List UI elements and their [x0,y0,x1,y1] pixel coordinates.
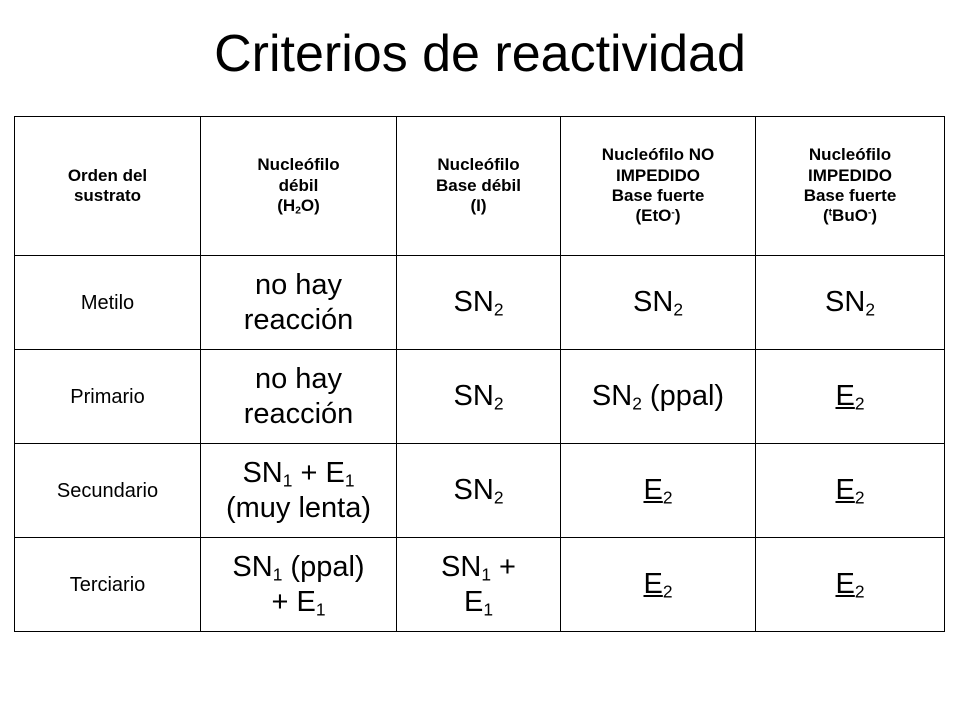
formula-text: ) [674,206,681,226]
cell-subscript: 1 [315,598,326,619]
cell-text: E [835,568,855,601]
table-cell [201,538,397,632]
cell-text: SN [633,286,674,319]
row-label: Metilo [15,256,201,350]
table-cell [561,444,756,538]
cell-text: SN [825,286,866,319]
header-weak-nucleophile [201,117,397,256]
table-cell [201,350,397,444]
cell-text: SN [453,286,494,319]
header-text: sustrato [73,186,142,205]
table-cell [561,256,756,350]
header-text: IMPEDIDO [615,165,701,185]
formula-text: (H [277,196,296,216]
formula-superscript: t [828,207,833,219]
cell-subscript: 1 [282,470,293,491]
formula-subscript: 2 [295,205,301,217]
cell-subscript: 2 [854,581,865,602]
underlined-product [835,380,864,412]
header-text: IMPEDIDO [807,165,893,185]
cell-text: reacción [243,397,354,430]
formula-text: BuO [832,206,868,226]
cell-subscript: 2 [493,393,504,414]
cell-text: no hay [254,362,343,395]
formula-superscript: - [867,207,872,219]
table-cell [397,350,561,444]
cell-text: SN [453,380,494,413]
table-cell [756,350,945,444]
cell-text: E [463,585,484,618]
header-text: Nucleófilo NO [601,145,715,165]
cell-text: (ppal) [282,550,365,583]
formula-text: (EtO [635,206,672,226]
cell-text: reacción [243,303,354,336]
table-cell [756,444,945,538]
table-cell [397,444,561,538]
cell-text: E [643,474,663,507]
cell-subscript: 2 [493,487,504,508]
cell-text: SN [242,456,283,489]
header-weak-base-nucleophile [397,117,561,256]
table-cell [201,444,397,538]
cell-text: SN [441,550,482,583]
cell-subscript: 2 [865,299,875,320]
cell-subscript: 1 [481,564,491,585]
cell-subscript: 1 [344,470,355,491]
page-title: Criterios de reactividad [214,25,746,83]
row-label: Terciario [15,538,201,632]
cell-text: E [643,568,663,601]
cell-subscript: 2 [632,393,642,414]
underlined-product [835,474,864,506]
reactivity-table [14,116,945,632]
table-row-metilo [15,256,945,350]
cell-text: E [296,585,316,618]
table-row-terciario [15,538,945,632]
table-cell [397,538,561,632]
cell-subscript: 2 [854,393,865,414]
cell-text: E [835,380,855,413]
cell-subscript: 1 [483,598,493,619]
cell-text: + [490,550,516,583]
cell-text: (ppal) [641,380,725,413]
cell-subscript: 2 [673,299,683,320]
underlined-product [643,474,672,506]
formula-text: O) [300,196,320,216]
cell-text: E [325,456,345,489]
table-cell [756,256,945,350]
header-text: Nucleófilo [437,155,520,175]
table-row-primario [15,350,945,444]
table-cell [561,350,756,444]
cell-text: SN [591,380,633,413]
header-hindered-strong-base [756,117,945,256]
header-text: (I) [470,196,487,216]
header-substrate-order [15,117,201,256]
cell-text: SN [232,550,273,583]
cell-subscript: 2 [493,299,504,320]
cell-text: SN [453,474,494,507]
cell-subscript: 2 [662,581,673,602]
formula-text: ) [871,206,878,226]
formula-superscript: - [671,207,675,219]
cell-text: + [292,456,326,489]
underlined-product [643,568,672,600]
formula-text: ( [822,206,829,226]
underlined-product [835,568,864,600]
table-cell [561,538,756,632]
header-row [15,117,945,256]
cell-subscript: 2 [854,487,865,508]
table-cell [756,538,945,632]
cell-text: no hay [254,268,343,301]
header-unhindered-strong-base [561,117,756,256]
cell-text: + [271,585,297,618]
row-label: Secundario [15,444,201,538]
header-text: Nucleófilo [808,145,892,165]
table-cell [201,256,397,350]
table-cell [397,256,561,350]
header-text: Base débil [435,175,522,195]
row-label: Primario [15,350,201,444]
cell-text: E [835,474,855,507]
cell-text: (muy lenta) [225,491,372,524]
table-row-secundario [15,444,945,538]
header-text: Orden del [67,165,148,185]
header-text: débil [278,175,319,195]
cell-subscript: 1 [272,564,283,585]
header-text: Base fuerte [611,186,705,205]
cell-subscript: 2 [662,487,673,508]
header-text: Nucleófilo [257,155,340,175]
header-text: Base fuerte [803,186,897,205]
